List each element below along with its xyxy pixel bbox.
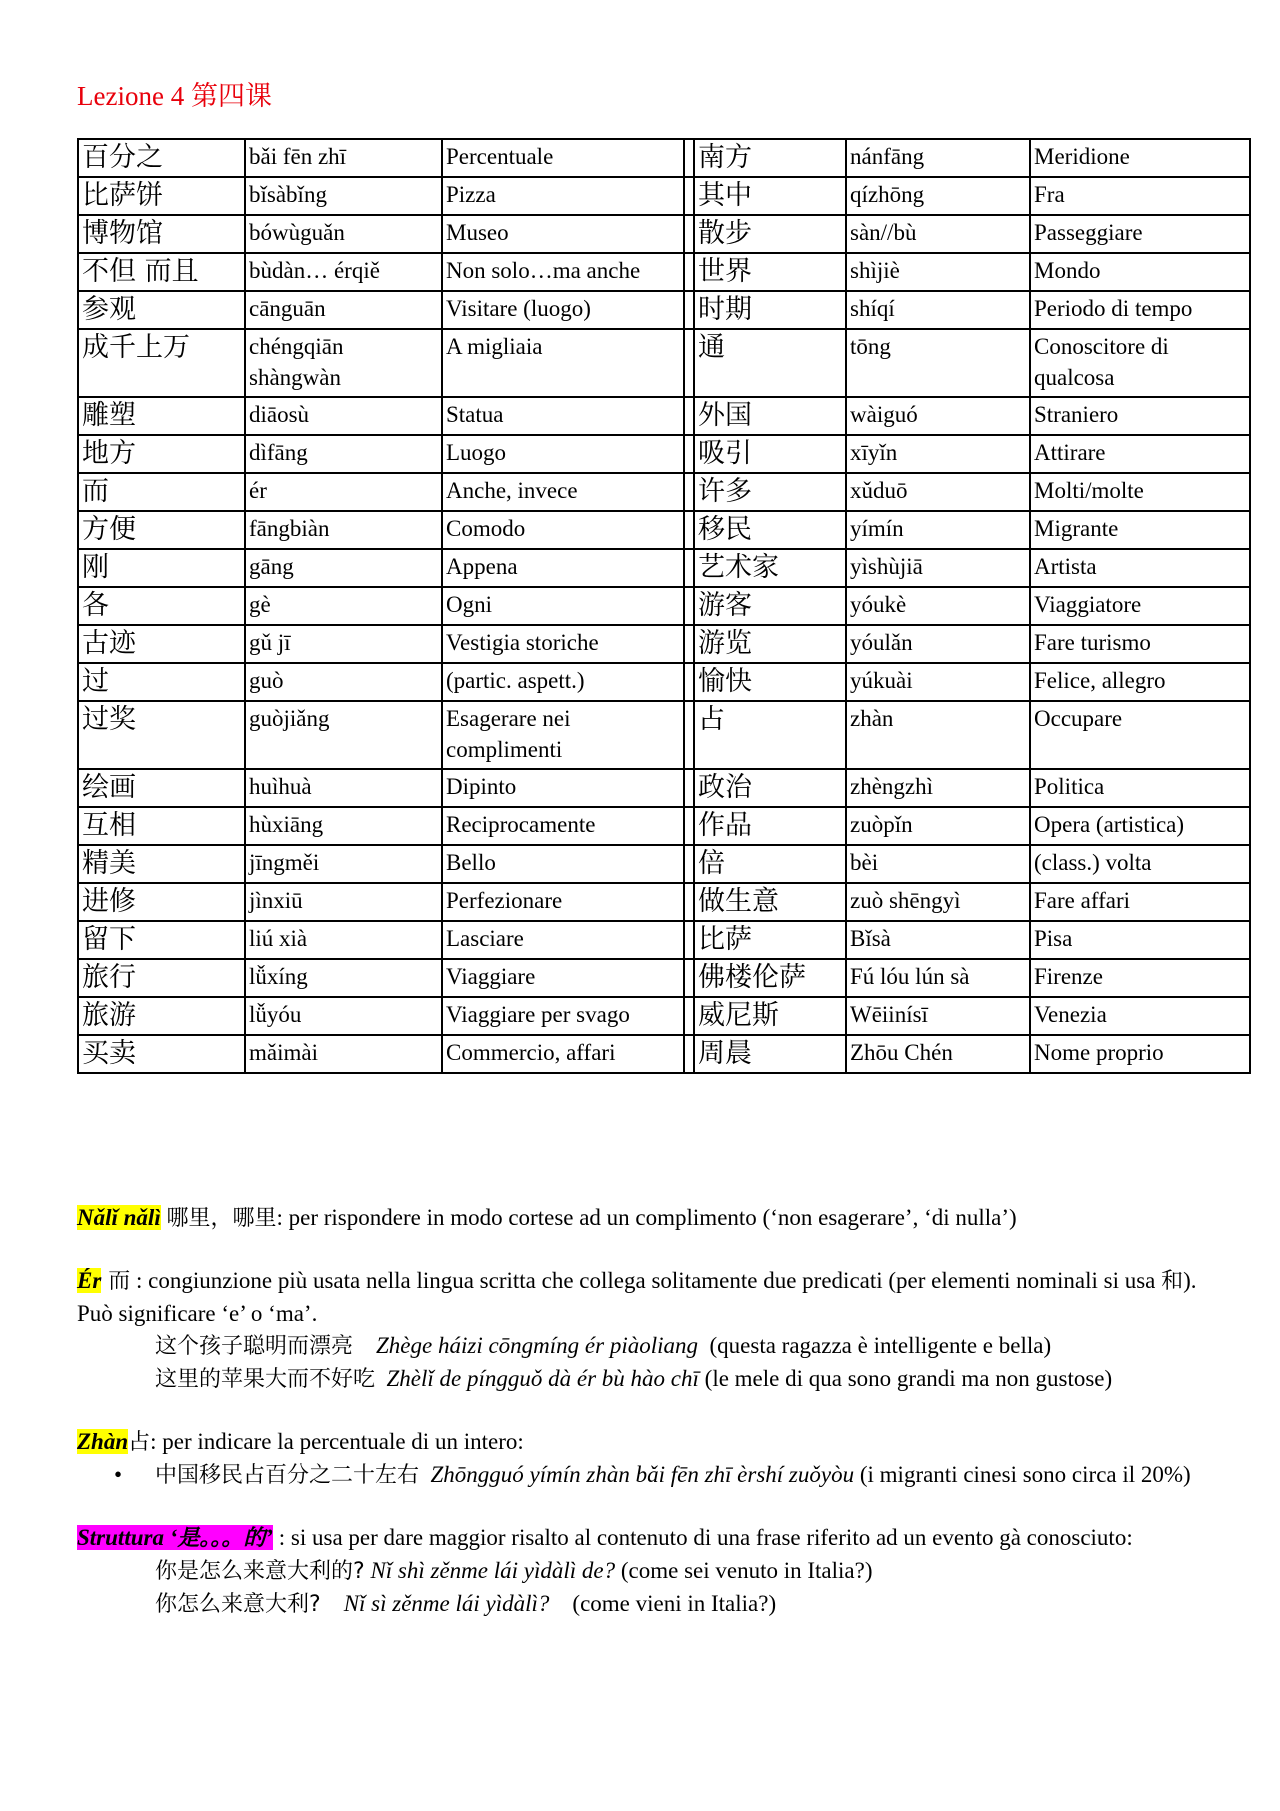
vocab-hanzi: 作品: [694, 807, 846, 845]
vocab-hanzi: 百分之: [78, 139, 245, 177]
vocab-pinyin: bùdàn… érqiě: [245, 253, 442, 291]
vocab-meaning: Perfezionare: [442, 883, 684, 921]
vocab-meaning: Straniero: [1030, 397, 1250, 435]
spacer: [77, 1492, 1197, 1522]
vocab-pinyin: lǚyóu: [245, 997, 442, 1035]
vocab-row: [78, 291, 1250, 329]
note-term: Zhàn: [77, 1429, 129, 1454]
vocab-pinyin: Bǐsà: [846, 921, 1030, 959]
vocab-pinyin: Zhōu Chén: [846, 1035, 1030, 1073]
example-chinese: 中国移民占百分之二十左右: [155, 1463, 420, 1488]
vocab-hanzi: 旅游: [78, 997, 245, 1035]
vocab-pinyin: xǔduō: [846, 473, 1030, 511]
vocab-meaning: Passeggiare: [1030, 215, 1250, 253]
column-gap: [684, 397, 694, 435]
vocab-meaning: Mondo: [1030, 253, 1250, 291]
vocab-row: [78, 997, 1250, 1035]
note-term-text: ’: [265, 1525, 274, 1550]
note-er: [77, 1265, 1197, 1330]
vocab-pinyin: diāosù: [245, 397, 442, 435]
vocab-row: [78, 435, 1250, 473]
vocab-meaning: Meridione: [1030, 139, 1250, 177]
vocab-hanzi: 成千上万: [78, 329, 245, 397]
vocab-meaning: Vestigia storiche: [442, 625, 684, 663]
note-description: ). Può significare ‘e’ o ‘ma’.: [77, 1268, 1197, 1326]
vocab-meaning: (partic. aspett.): [442, 663, 684, 701]
vocab-meaning: Viaggiare per svago: [442, 997, 684, 1035]
vocab-hanzi: 不但 而且: [78, 253, 245, 291]
vocab-hanzi: 艺术家: [694, 549, 846, 587]
vocab-pinyin: shíqí: [846, 291, 1030, 329]
vocab-meaning: Ogni: [442, 587, 684, 625]
vocab-hanzi: 移民: [694, 511, 846, 549]
vocabulary-table-body: [78, 139, 1250, 1073]
note-struttura: [77, 1522, 1197, 1555]
vocab-row: [78, 769, 1250, 807]
vocab-row: [78, 397, 1250, 435]
vocab-hanzi: 做生意: [694, 883, 846, 921]
vocab-pinyin: guò: [245, 663, 442, 701]
vocab-pinyin: bǐsàbǐng: [245, 177, 442, 215]
vocab-meaning: Politica: [1030, 769, 1250, 807]
example-translation: (come sei venuto in Italia?): [620, 1558, 873, 1583]
vocab-hanzi: 政治: [694, 769, 846, 807]
vocab-pinyin: cānguān: [245, 291, 442, 329]
vocab-hanzi: 比萨饼: [78, 177, 245, 215]
vocab-hanzi: 雕塑: [78, 397, 245, 435]
vocab-meaning: Periodo di tempo: [1030, 291, 1250, 329]
vocab-meaning: Fare turismo: [1030, 625, 1250, 663]
vocab-meaning: Occupare: [1030, 701, 1250, 769]
example-bullet: [77, 1459, 1197, 1492]
column-gap: [684, 807, 694, 845]
example-translation: (le mele di qua sono grandi ma non gustose): [704, 1366, 1113, 1391]
note-term-text: Struttura ‘: [77, 1525, 178, 1550]
note-term: [77, 1525, 273, 1550]
vocab-hanzi: 各: [78, 587, 245, 625]
example-pinyin: Zhèlǐ de píngguǒ dà ér bù hào chī: [386, 1366, 699, 1391]
vocab-hanzi: 方便: [78, 511, 245, 549]
note-description: : per rispondere in modo cortese ad un complimento (‘non esagerare’, ‘di nulla’): [276, 1205, 1017, 1230]
note-term: Ér: [77, 1268, 102, 1293]
example-line: [77, 1588, 1197, 1621]
vocab-meaning: Bello: [442, 845, 684, 883]
vocab-meaning: Pizza: [442, 177, 684, 215]
column-gap: [684, 139, 694, 177]
example-line: [77, 1555, 1197, 1588]
vocab-meaning: Molti/molte: [1030, 473, 1250, 511]
column-gap: [684, 959, 694, 997]
vocab-pinyin: gāng: [245, 549, 442, 587]
vocab-row: [78, 807, 1250, 845]
vocab-hanzi: 精美: [78, 845, 245, 883]
vocab-hanzi: 游客: [694, 587, 846, 625]
vocab-hanzi: 互相: [78, 807, 245, 845]
vocab-pinyin: yóukè: [846, 587, 1030, 625]
vocab-pinyin: fāngbiàn: [245, 511, 442, 549]
vocab-meaning: Non solo…ma anche: [442, 253, 684, 291]
vocab-pinyin: bówùguǎn: [245, 215, 442, 253]
column-gap: [684, 1035, 694, 1073]
vocab-hanzi: 地方: [78, 435, 245, 473]
vocab-pinyin: yúkuài: [846, 663, 1030, 701]
vocab-row: [78, 511, 1250, 549]
example-pinyin: Nǐ sì zěnme lái yìdàlì?: [343, 1591, 550, 1616]
column-gap: [684, 625, 694, 663]
vocab-row: [78, 329, 1250, 397]
vocab-pinyin: bǎi fēn zhī: [245, 139, 442, 177]
vocab-pinyin: tōng: [846, 329, 1030, 397]
vocab-hanzi: 过奖: [78, 701, 245, 769]
vocab-meaning: Comodo: [442, 511, 684, 549]
column-gap: [684, 883, 694, 921]
vocab-meaning: Appena: [442, 549, 684, 587]
vocab-pinyin: shìjiè: [846, 253, 1030, 291]
note-term: Nǎlǐ nǎlì: [77, 1205, 161, 1230]
vocab-row: [78, 139, 1250, 177]
column-gap: [684, 329, 694, 397]
vocab-row: [78, 1035, 1250, 1073]
note-description: : si usa per dare maggior risalto al contenuto di una frase riferito ad un evento gà conosciuto:: [273, 1525, 1133, 1550]
vocab-hanzi: 佛楼伦萨: [694, 959, 846, 997]
column-gap: [684, 473, 694, 511]
vocab-meaning: Attirare: [1030, 435, 1250, 473]
vocab-pinyin: yímín: [846, 511, 1030, 549]
example-line: [77, 1363, 1197, 1396]
vocab-hanzi: 南方: [694, 139, 846, 177]
example-translation: (questa ragazza è intelligente e bella): [709, 1333, 1052, 1358]
column-gap: [684, 769, 694, 807]
note-term-chinese: 是。。。的: [177, 1526, 266, 1551]
vocab-pinyin: zuò shēngyì: [846, 883, 1030, 921]
column-gap: [684, 997, 694, 1035]
vocab-hanzi: 通: [694, 329, 846, 397]
grammar-notes: [77, 1202, 1197, 1621]
vocab-meaning: Commercio, affari: [442, 1035, 684, 1073]
bullet-marker: •: [114, 1462, 123, 1487]
vocab-pinyin: wàiguó: [846, 397, 1030, 435]
vocab-hanzi: 绘画: [78, 769, 245, 807]
example-chinese: 这里的苹果大而不好吃: [155, 1367, 376, 1392]
vocab-hanzi: 周晨: [694, 1035, 846, 1073]
note-description: : congiunzione più usata nella lingua scritta che collega solitamente due predicati (per elementi nominali si usa: [130, 1268, 1162, 1293]
example-pinyin: Zhōngguó yímín zhàn bǎi fēn zhī èrshí zuǒyòu: [430, 1462, 855, 1487]
vocab-meaning: Opera (artistica): [1030, 807, 1250, 845]
vocab-meaning: Dipinto: [442, 769, 684, 807]
vocab-hanzi: 买卖: [78, 1035, 245, 1073]
vocab-pinyin: ér: [245, 473, 442, 511]
note-zhan: [77, 1426, 1197, 1459]
vocab-meaning: Fra: [1030, 177, 1250, 215]
column-gap: [684, 177, 694, 215]
vocab-pinyin: guòjiǎng: [245, 701, 442, 769]
vocab-pinyin: yìshùjiā: [846, 549, 1030, 587]
vocab-pinyin: hùxiāng: [245, 807, 442, 845]
vocab-hanzi: 比萨: [694, 921, 846, 959]
vocab-row: [78, 663, 1250, 701]
vocab-meaning: Lasciare: [442, 921, 684, 959]
vocab-meaning: Esagerare nei complimenti: [442, 701, 684, 769]
vocab-pinyin: lǚxíng: [245, 959, 442, 997]
vocab-hanzi: 其中: [694, 177, 846, 215]
vocab-meaning: Fare affari: [1030, 883, 1250, 921]
note-nali: [77, 1202, 1197, 1235]
vocab-pinyin: gǔ jī: [245, 625, 442, 663]
note-chinese: 和: [1161, 1269, 1184, 1294]
vocab-row: [78, 921, 1250, 959]
vocab-pinyin: jīngměi: [245, 845, 442, 883]
vocab-pinyin: chéngqiān shàngwàn: [245, 329, 442, 397]
note-chinese: 哪里，哪里: [166, 1206, 277, 1231]
vocab-hanzi: 古迹: [78, 625, 245, 663]
vocab-meaning: Reciprocamente: [442, 807, 684, 845]
column-gap: [684, 845, 694, 883]
vocab-row: [78, 549, 1250, 587]
vocabulary-table: [77, 138, 1251, 1074]
vocab-hanzi: 吸引: [694, 435, 846, 473]
vocab-hanzi: 外国: [694, 397, 846, 435]
vocab-meaning: Migrante: [1030, 511, 1250, 549]
vocab-hanzi: 而: [78, 473, 245, 511]
spacer: [77, 1396, 1197, 1426]
vocab-pinyin: Fú lóu lún sà: [846, 959, 1030, 997]
example-chinese: 你是怎么来意大利的?: [155, 1559, 365, 1584]
vocab-pinyin: liú xià: [245, 921, 442, 959]
vocab-row: [78, 625, 1250, 663]
note-description: : per indicare la percentuale di un intero:: [150, 1429, 524, 1454]
vocab-pinyin: Wēiinísī: [846, 997, 1030, 1035]
vocab-hanzi: 占: [694, 701, 846, 769]
example-chinese: 这个孩子聪明而漂亮: [155, 1334, 354, 1359]
vocab-hanzi: 留下: [78, 921, 245, 959]
vocab-meaning: Felice, allegro: [1030, 663, 1250, 701]
column-gap: [684, 435, 694, 473]
column-gap: [684, 663, 694, 701]
vocab-meaning: Venezia: [1030, 997, 1250, 1035]
vocab-meaning: Statua: [442, 397, 684, 435]
vocab-pinyin: dìfāng: [245, 435, 442, 473]
vocab-hanzi: 倍: [694, 845, 846, 883]
vocab-meaning: Visitare (luogo): [442, 291, 684, 329]
vocab-pinyin: zhèngzhì: [846, 769, 1030, 807]
vocab-pinyin: huìhuà: [245, 769, 442, 807]
vocab-meaning: Anche, invece: [442, 473, 684, 511]
vocab-meaning: Firenze: [1030, 959, 1250, 997]
vocab-hanzi: 游览: [694, 625, 846, 663]
vocab-meaning: Museo: [442, 215, 684, 253]
vocab-hanzi: 世界: [694, 253, 846, 291]
vocab-meaning: Percentuale: [442, 139, 684, 177]
vocab-meaning: A migliaia: [442, 329, 684, 397]
vocab-pinyin: sàn//bù: [846, 215, 1030, 253]
vocab-row: [78, 701, 1250, 769]
vocab-row: [78, 845, 1250, 883]
vocab-meaning: Artista: [1030, 549, 1250, 587]
vocab-hanzi: 参观: [78, 291, 245, 329]
vocab-pinyin: qízhōng: [846, 177, 1030, 215]
lesson-title: Lezione 4 第四课: [77, 81, 272, 111]
vocab-hanzi: 时期: [694, 291, 846, 329]
vocab-meaning: Nome proprio: [1030, 1035, 1250, 1073]
column-gap: [684, 291, 694, 329]
column-gap: [684, 253, 694, 291]
vocab-meaning: (class.) volta: [1030, 845, 1250, 883]
column-gap: [684, 587, 694, 625]
example-chinese: 你怎么来意大利?: [155, 1592, 321, 1617]
vocab-hanzi: 许多: [694, 473, 846, 511]
vocab-row: [78, 473, 1250, 511]
example-pinyin: Zhège háizi cōngmíng ér piàoliang: [376, 1333, 698, 1358]
vocab-meaning: Conoscitore di qualcosa: [1030, 329, 1250, 397]
vocab-row: [78, 177, 1250, 215]
vocab-row: [78, 883, 1250, 921]
column-gap: [684, 215, 694, 253]
vocab-pinyin: zhàn: [846, 701, 1030, 769]
vocab-pinyin: gè: [245, 587, 442, 625]
column-gap: [684, 549, 694, 587]
vocab-row: [78, 959, 1250, 997]
vocab-row: [78, 587, 1250, 625]
example-line: [77, 1330, 1197, 1363]
vocab-hanzi: 旅行: [78, 959, 245, 997]
example-translation: (i migranti cinesi sono circa il 20%): [859, 1462, 1191, 1487]
vocab-hanzi: 进修: [78, 883, 245, 921]
column-gap: [684, 511, 694, 549]
vocab-hanzi: 过: [78, 663, 245, 701]
vocab-pinyin: bèi: [846, 845, 1030, 883]
vocab-pinyin: mǎimài: [245, 1035, 442, 1073]
vocab-pinyin: xīyǐn: [846, 435, 1030, 473]
vocab-hanzi: 威尼斯: [694, 997, 846, 1035]
column-gap: [684, 701, 694, 769]
vocab-hanzi: 散步: [694, 215, 846, 253]
note-chinese: 而: [101, 1269, 131, 1294]
vocab-hanzi: 博物馆: [78, 215, 245, 253]
vocab-meaning: Pisa: [1030, 921, 1250, 959]
vocab-pinyin: nánfāng: [846, 139, 1030, 177]
vocab-row: [78, 253, 1250, 291]
vocab-pinyin: zuòpǐn: [846, 807, 1030, 845]
vocab-hanzi: 刚: [78, 549, 245, 587]
column-gap: [684, 921, 694, 959]
vocab-row: [78, 215, 1250, 253]
vocab-pinyin: jìnxiū: [245, 883, 442, 921]
vocab-pinyin: yóulǎn: [846, 625, 1030, 663]
spacer: [77, 1235, 1197, 1265]
example-pinyin: Nǐ shì zěnme lái yìdàlì de?: [370, 1558, 616, 1583]
note-chinese: 占: [128, 1430, 151, 1455]
vocab-meaning: Viaggiatore: [1030, 587, 1250, 625]
vocab-meaning: Luogo: [442, 435, 684, 473]
example-translation: (come vieni in Italia?): [572, 1591, 777, 1616]
vocab-meaning: Viaggiare: [442, 959, 684, 997]
vocab-hanzi: 愉快: [694, 663, 846, 701]
